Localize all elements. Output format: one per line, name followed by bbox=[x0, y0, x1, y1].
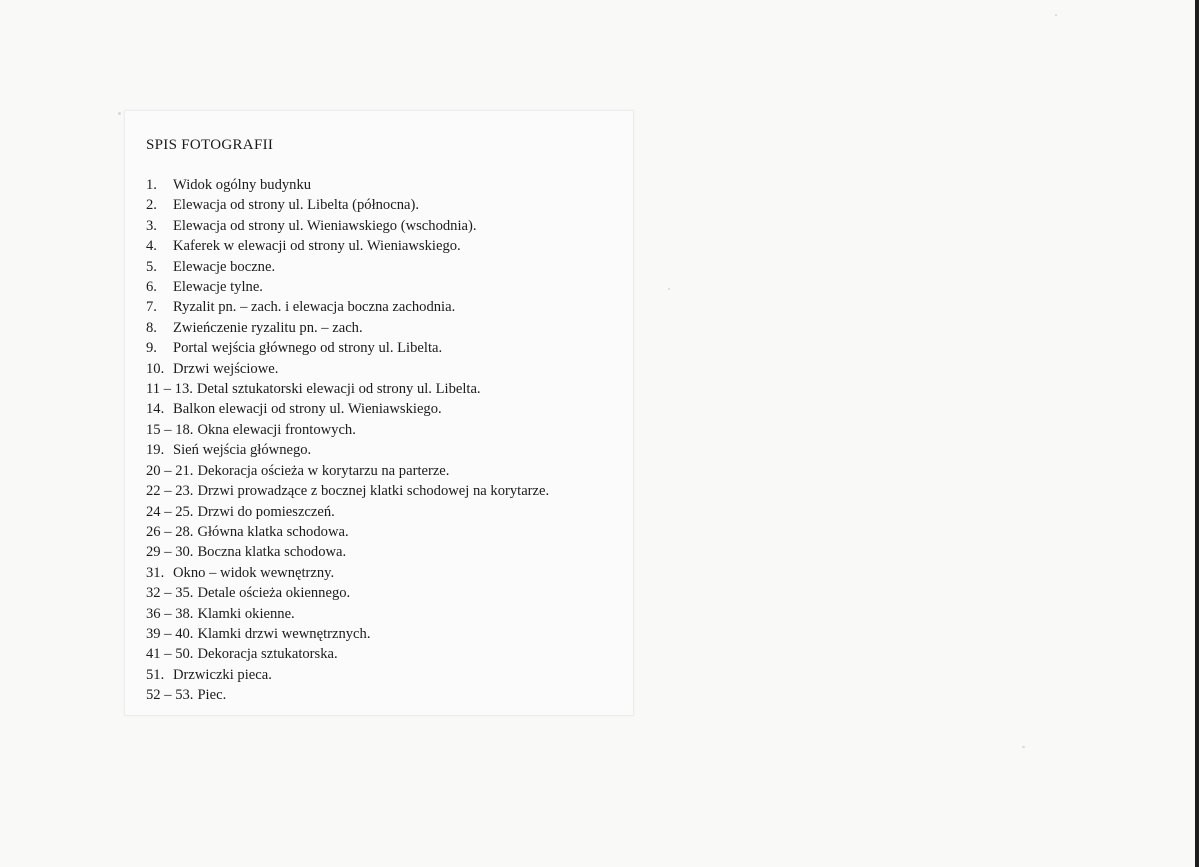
list-item bbox=[146, 502, 549, 522]
list-item-number: 19. bbox=[146, 442, 165, 459]
list-item-number: 8. bbox=[146, 319, 157, 336]
list-item bbox=[146, 338, 549, 358]
list-item-text: Balkon elewacji od strony ul. Wieniawskiego. bbox=[173, 401, 442, 418]
list-item-number: 2. bbox=[146, 197, 157, 214]
list-item-text: Drzwi prowadzące z bocznej klatki schodowej na korytarze. bbox=[197, 483, 550, 500]
list-item-number: 11 – 13. bbox=[146, 381, 193, 398]
list-item-number: 15 – 18. bbox=[146, 421, 194, 438]
list-item bbox=[146, 461, 549, 481]
list-item-text: Okno – widok wewnętrzny. bbox=[173, 564, 335, 581]
list-item bbox=[146, 665, 549, 685]
list-item bbox=[146, 216, 549, 236]
list-item bbox=[146, 604, 549, 624]
list-item-number: 36 – 38. bbox=[146, 605, 194, 622]
list-item-number: 52 – 53. bbox=[146, 687, 194, 704]
list-item bbox=[146, 236, 549, 256]
list-item bbox=[146, 175, 549, 195]
list-item-number: 39 – 40. bbox=[146, 625, 194, 642]
list-item bbox=[146, 257, 549, 277]
list-item-number: 20 – 21. bbox=[146, 462, 194, 479]
list-item-number: 29 – 30. bbox=[146, 544, 194, 561]
list-item bbox=[146, 522, 549, 542]
list-item bbox=[146, 420, 549, 440]
list-item-text: Drzwi wejściowe. bbox=[173, 360, 279, 377]
list-item-text: Elewacje boczne. bbox=[173, 258, 276, 275]
list-item-text: Dekoracja sztukatorska. bbox=[197, 646, 338, 663]
list-item-number: 14. bbox=[146, 401, 165, 418]
list-item-text: Elewacje tylne. bbox=[173, 279, 263, 296]
list-item-number: 1. bbox=[146, 177, 157, 193]
list-item-text: Detal sztukatorski elewacji od strony ul. Libelta. bbox=[196, 381, 481, 398]
list-item-text: Ryzalit pn. – zach. i elewacja boczna zachodnia. bbox=[173, 299, 456, 316]
list-item-text: Sień wejścia głównego. bbox=[173, 442, 312, 459]
list-item-text: Detale ościeża okiennego. bbox=[197, 585, 351, 602]
list-item bbox=[146, 277, 549, 297]
list-item-text: Elewacja od strony ul. Wieniawskiego (wschodnia). bbox=[173, 217, 477, 234]
list-item bbox=[146, 379, 549, 399]
list-item bbox=[146, 583, 549, 603]
list-item-number: 32 – 35. bbox=[146, 585, 194, 602]
list-item-number: 41 – 50. bbox=[146, 646, 194, 663]
list-item-number: 3. bbox=[146, 217, 157, 234]
list-item-text: Piec. bbox=[197, 687, 227, 704]
list-item-number: 5. bbox=[146, 258, 157, 275]
list-item bbox=[146, 195, 549, 215]
photo-list bbox=[146, 175, 549, 706]
list-item-number: 51. bbox=[146, 666, 165, 683]
list-item bbox=[146, 440, 549, 460]
list-item bbox=[146, 297, 549, 317]
list-item-text: Kaferek w elewacji od strony ul. Wieniawskiego. bbox=[173, 238, 461, 255]
list-item bbox=[146, 542, 549, 562]
list-item-text: Widok ogólny budynku bbox=[173, 177, 312, 193]
scan-speck bbox=[118, 112, 121, 115]
list-item-number: 22 – 23. bbox=[146, 483, 194, 500]
list-item-number: 24 – 25. bbox=[146, 503, 194, 520]
list-item bbox=[146, 399, 549, 419]
list-item-text: Dekoracja ościeża w korytarzu na parterze. bbox=[197, 462, 450, 479]
list-item-number: 9. bbox=[146, 340, 157, 357]
list-item bbox=[146, 318, 549, 338]
list-item-text: Zwieńczenie ryzalitu pn. – zach. bbox=[173, 319, 363, 336]
list-item-text: Klamki okienne. bbox=[197, 605, 295, 622]
scan-speck bbox=[668, 288, 670, 290]
photo-list-sheet bbox=[124, 110, 634, 716]
list-item-number: 7. bbox=[146, 299, 157, 316]
list-item-text: Elewacja od strony ul. Libelta (północna). bbox=[173, 197, 419, 214]
list-item-text: Drzwiczki pieca. bbox=[173, 666, 272, 683]
list-item-number: 6. bbox=[146, 279, 157, 296]
list-item bbox=[146, 359, 549, 379]
list-item bbox=[146, 685, 549, 705]
list-item-number: 26 – 28. bbox=[146, 523, 194, 540]
scan-border bbox=[1195, 0, 1199, 867]
list-item-number: 4. bbox=[146, 238, 157, 255]
list-item-text: Okna elewacji frontowych. bbox=[197, 421, 356, 438]
document-title: SPIS FOTOGRAFII bbox=[146, 137, 274, 153]
list-item-text: Klamki drzwi wewnętrznych. bbox=[197, 625, 371, 642]
list-item bbox=[146, 624, 549, 644]
list-item bbox=[146, 644, 549, 664]
scan-speck bbox=[1022, 746, 1025, 748]
list-item-text: Boczna klatka schodowa. bbox=[197, 544, 347, 561]
scan-speck bbox=[1055, 14, 1057, 16]
list-item-text: Portal wejścia głównego od strony ul. Libelta. bbox=[173, 340, 443, 357]
list-item-number: 31. bbox=[146, 564, 165, 581]
list-item-text: Drzwi do pomieszczeń. bbox=[197, 503, 335, 520]
list-item bbox=[146, 481, 549, 501]
list-item-number: 10. bbox=[146, 360, 165, 377]
list-item bbox=[146, 563, 549, 583]
list-item-text: Główna klatka schodowa. bbox=[197, 523, 349, 540]
